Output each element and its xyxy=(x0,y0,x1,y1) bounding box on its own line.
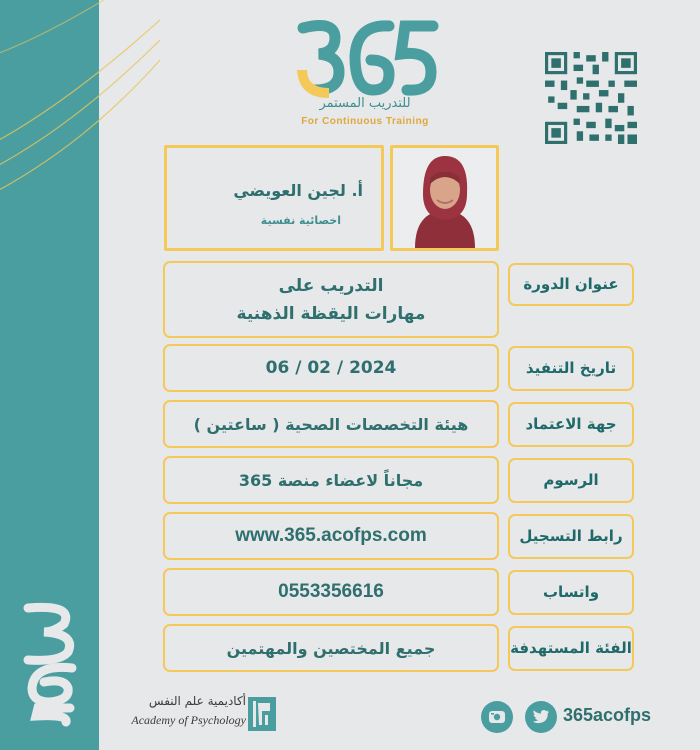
camera-icon xyxy=(488,708,506,726)
academy-logo-icon xyxy=(248,697,276,731)
registration-link-label: رابط التسجيل xyxy=(508,514,634,559)
brand-logo-365 xyxy=(293,14,443,102)
decorative-lines xyxy=(0,0,160,260)
social-handle[interactable]: 365acofps xyxy=(563,705,652,725)
instructor-card xyxy=(164,145,384,251)
qr-code-icon[interactable] xyxy=(545,52,637,144)
date-value: 2024 / 02 / 06 xyxy=(163,344,499,392)
side-band xyxy=(0,0,99,750)
side-logo-365 xyxy=(14,598,86,728)
academy-arabic-name: أكاديمية علم النفس xyxy=(148,694,246,708)
course-title-line1: التدريب على xyxy=(278,275,384,296)
audience-label: الفئة المستهدفة xyxy=(508,626,634,671)
brand-arabic-tagline: للتدريب المستمر xyxy=(319,96,411,111)
whatsapp-label: واتساب xyxy=(508,570,634,615)
instructor-photo xyxy=(390,145,499,251)
course-title-value xyxy=(163,261,499,338)
fees-label: الرسوم xyxy=(508,458,634,503)
accreditation-value: هيئة التخصصات الصحية ( ساعتين ) xyxy=(163,400,499,448)
registration-link[interactable]: www.365.acofps.com xyxy=(163,512,499,560)
brand-english-tagline: For Continuous Training xyxy=(301,116,429,127)
instructor-role: اخصائية نفسية xyxy=(260,214,341,227)
accreditation-label: جهة الاعتماد xyxy=(508,402,634,447)
twitter-icon[interactable] xyxy=(525,701,557,733)
instructor-photo-icon xyxy=(393,148,496,248)
audience-value: جميع المختصين والمهتمين xyxy=(163,624,499,672)
instructor-name: أ. لجين العويضي xyxy=(233,181,363,200)
course-title-label: عنوان الدورة xyxy=(508,263,634,306)
course-title-line2: مهارات اليقظة الذهنية xyxy=(236,303,426,324)
instagram-icon[interactable] xyxy=(481,701,513,733)
date-label: تاريخ التنفيذ xyxy=(508,346,634,391)
academy-english-name: Academy of Psychology xyxy=(131,713,246,727)
bird-icon xyxy=(532,709,550,725)
fees-value: مجاناً لاعضاء منصة 365 xyxy=(163,456,499,504)
whatsapp-number[interactable]: 0553356616 xyxy=(163,568,499,616)
